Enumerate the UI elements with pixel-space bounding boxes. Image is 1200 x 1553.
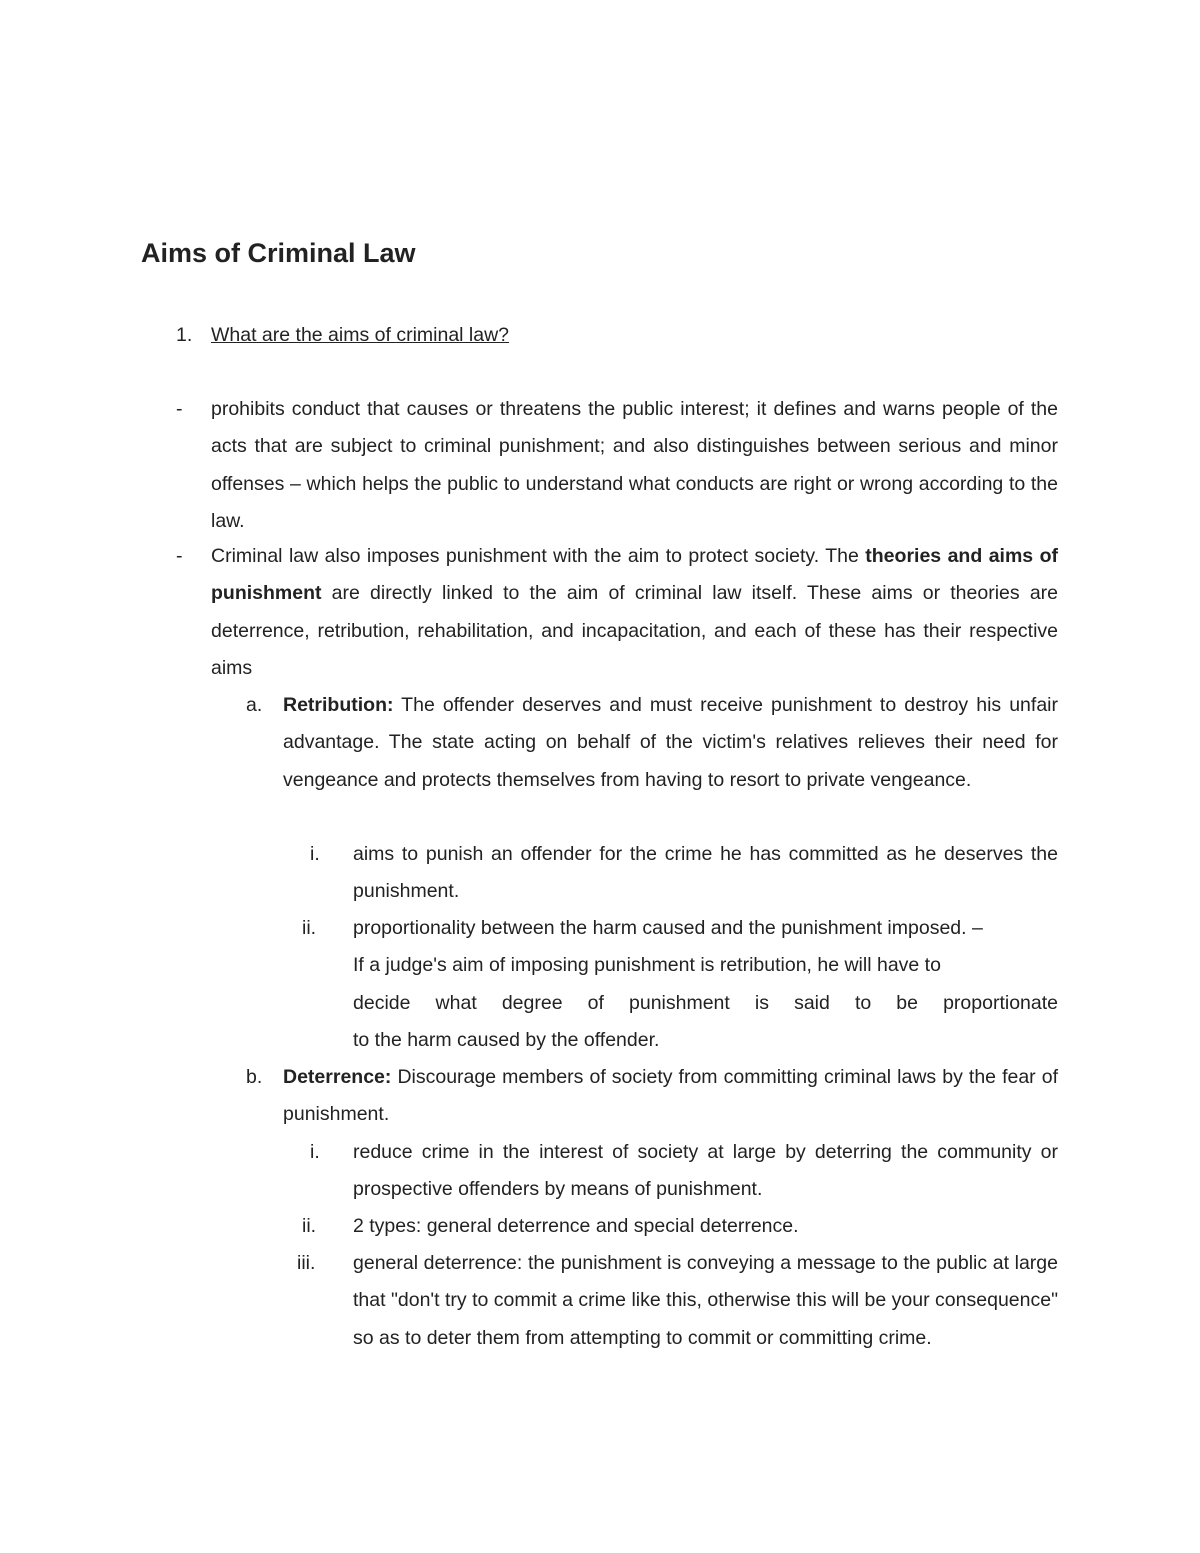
page-title: Aims of Criminal Law — [141, 238, 416, 268]
theory-label: Deterrence: — [283, 1066, 392, 1088]
point-paragraph: reduce crime in the interest of society at large by deterring the community or prospective offenders by means of punishment. — [353, 1141, 1058, 1201]
bullet-text: Criminal law also imposes punishment with the aim to protect society. The — [211, 545, 866, 567]
theory-label: Retribution: — [283, 694, 394, 716]
theory-paragraph — [283, 1059, 1058, 1134]
point-paragraph: general deterrence: the punishment is conveying a message to the public at large that "don't try to commit a crime like this, otherwise this will be your consequence" so as to deter them from attempting to commit or committing crime. — [353, 1252, 1058, 1349]
point-marker: iii. — [297, 1252, 316, 1274]
point-marker: i. — [310, 1141, 320, 1163]
point-line: decide what degree of punishment is said to be proportionate — [353, 991, 1058, 1014]
point-line: to the harm caused by the offender. — [353, 1029, 660, 1052]
theory-marker: b. — [246, 1066, 263, 1088]
point-marker: ii. — [302, 1215, 317, 1237]
point-line: If a judge's aim of imposing punishment is retribution, he will have to — [353, 954, 941, 977]
theory-marker: a. — [246, 694, 263, 716]
point-line: proportionality between the harm caused and the punishment imposed. – — [353, 917, 983, 939]
bullet-marker: - — [176, 398, 183, 420]
bullet-marker: - — [176, 545, 183, 567]
point-marker: i. — [310, 843, 320, 865]
bold-term: theories and aims of punishment — [211, 545, 1058, 605]
bullet-text: are directly linked to the aim of criminal law itself. These aims or theories are deterrence, retribution, rehabilitation, and incapacitation, and each of these has their respective aims — [211, 582, 1058, 680]
bullet-paragraph: prohibits conduct that causes or threatens the public interest; it defines and warns people of the acts that are subject to criminal punishment; and also distinguishes between serious and minor offenses – which helps the public to understand what conducts are right or wrong according to the law. — [211, 398, 1058, 533]
point-paragraph — [353, 910, 1058, 1060]
theory-text: Discourage members of society from committing criminal laws by the fear of punishment. — [283, 1066, 1058, 1126]
point-marker: ii. — [302, 917, 317, 939]
question-1 — [176, 322, 509, 348]
point-paragraph: aims to punish an offender for the crime he has committed as he deserves the punishment. — [353, 843, 1058, 903]
question-number: 1. — [176, 324, 193, 346]
point-paragraph: 2 types: general deterrence and special deterrence. — [353, 1215, 799, 1237]
theory-text: The offender deserves and must receive punishment to destroy his unfair advantage. The state acting on behalf of the victim's relatives relieves their need for vengeance and protects themselves from having to resort to private vengeance. — [283, 694, 1058, 791]
bullet-paragraph — [211, 538, 1058, 688]
question-text: What are the aims of criminal law? — [211, 324, 510, 346]
theory-paragraph — [283, 687, 1058, 799]
